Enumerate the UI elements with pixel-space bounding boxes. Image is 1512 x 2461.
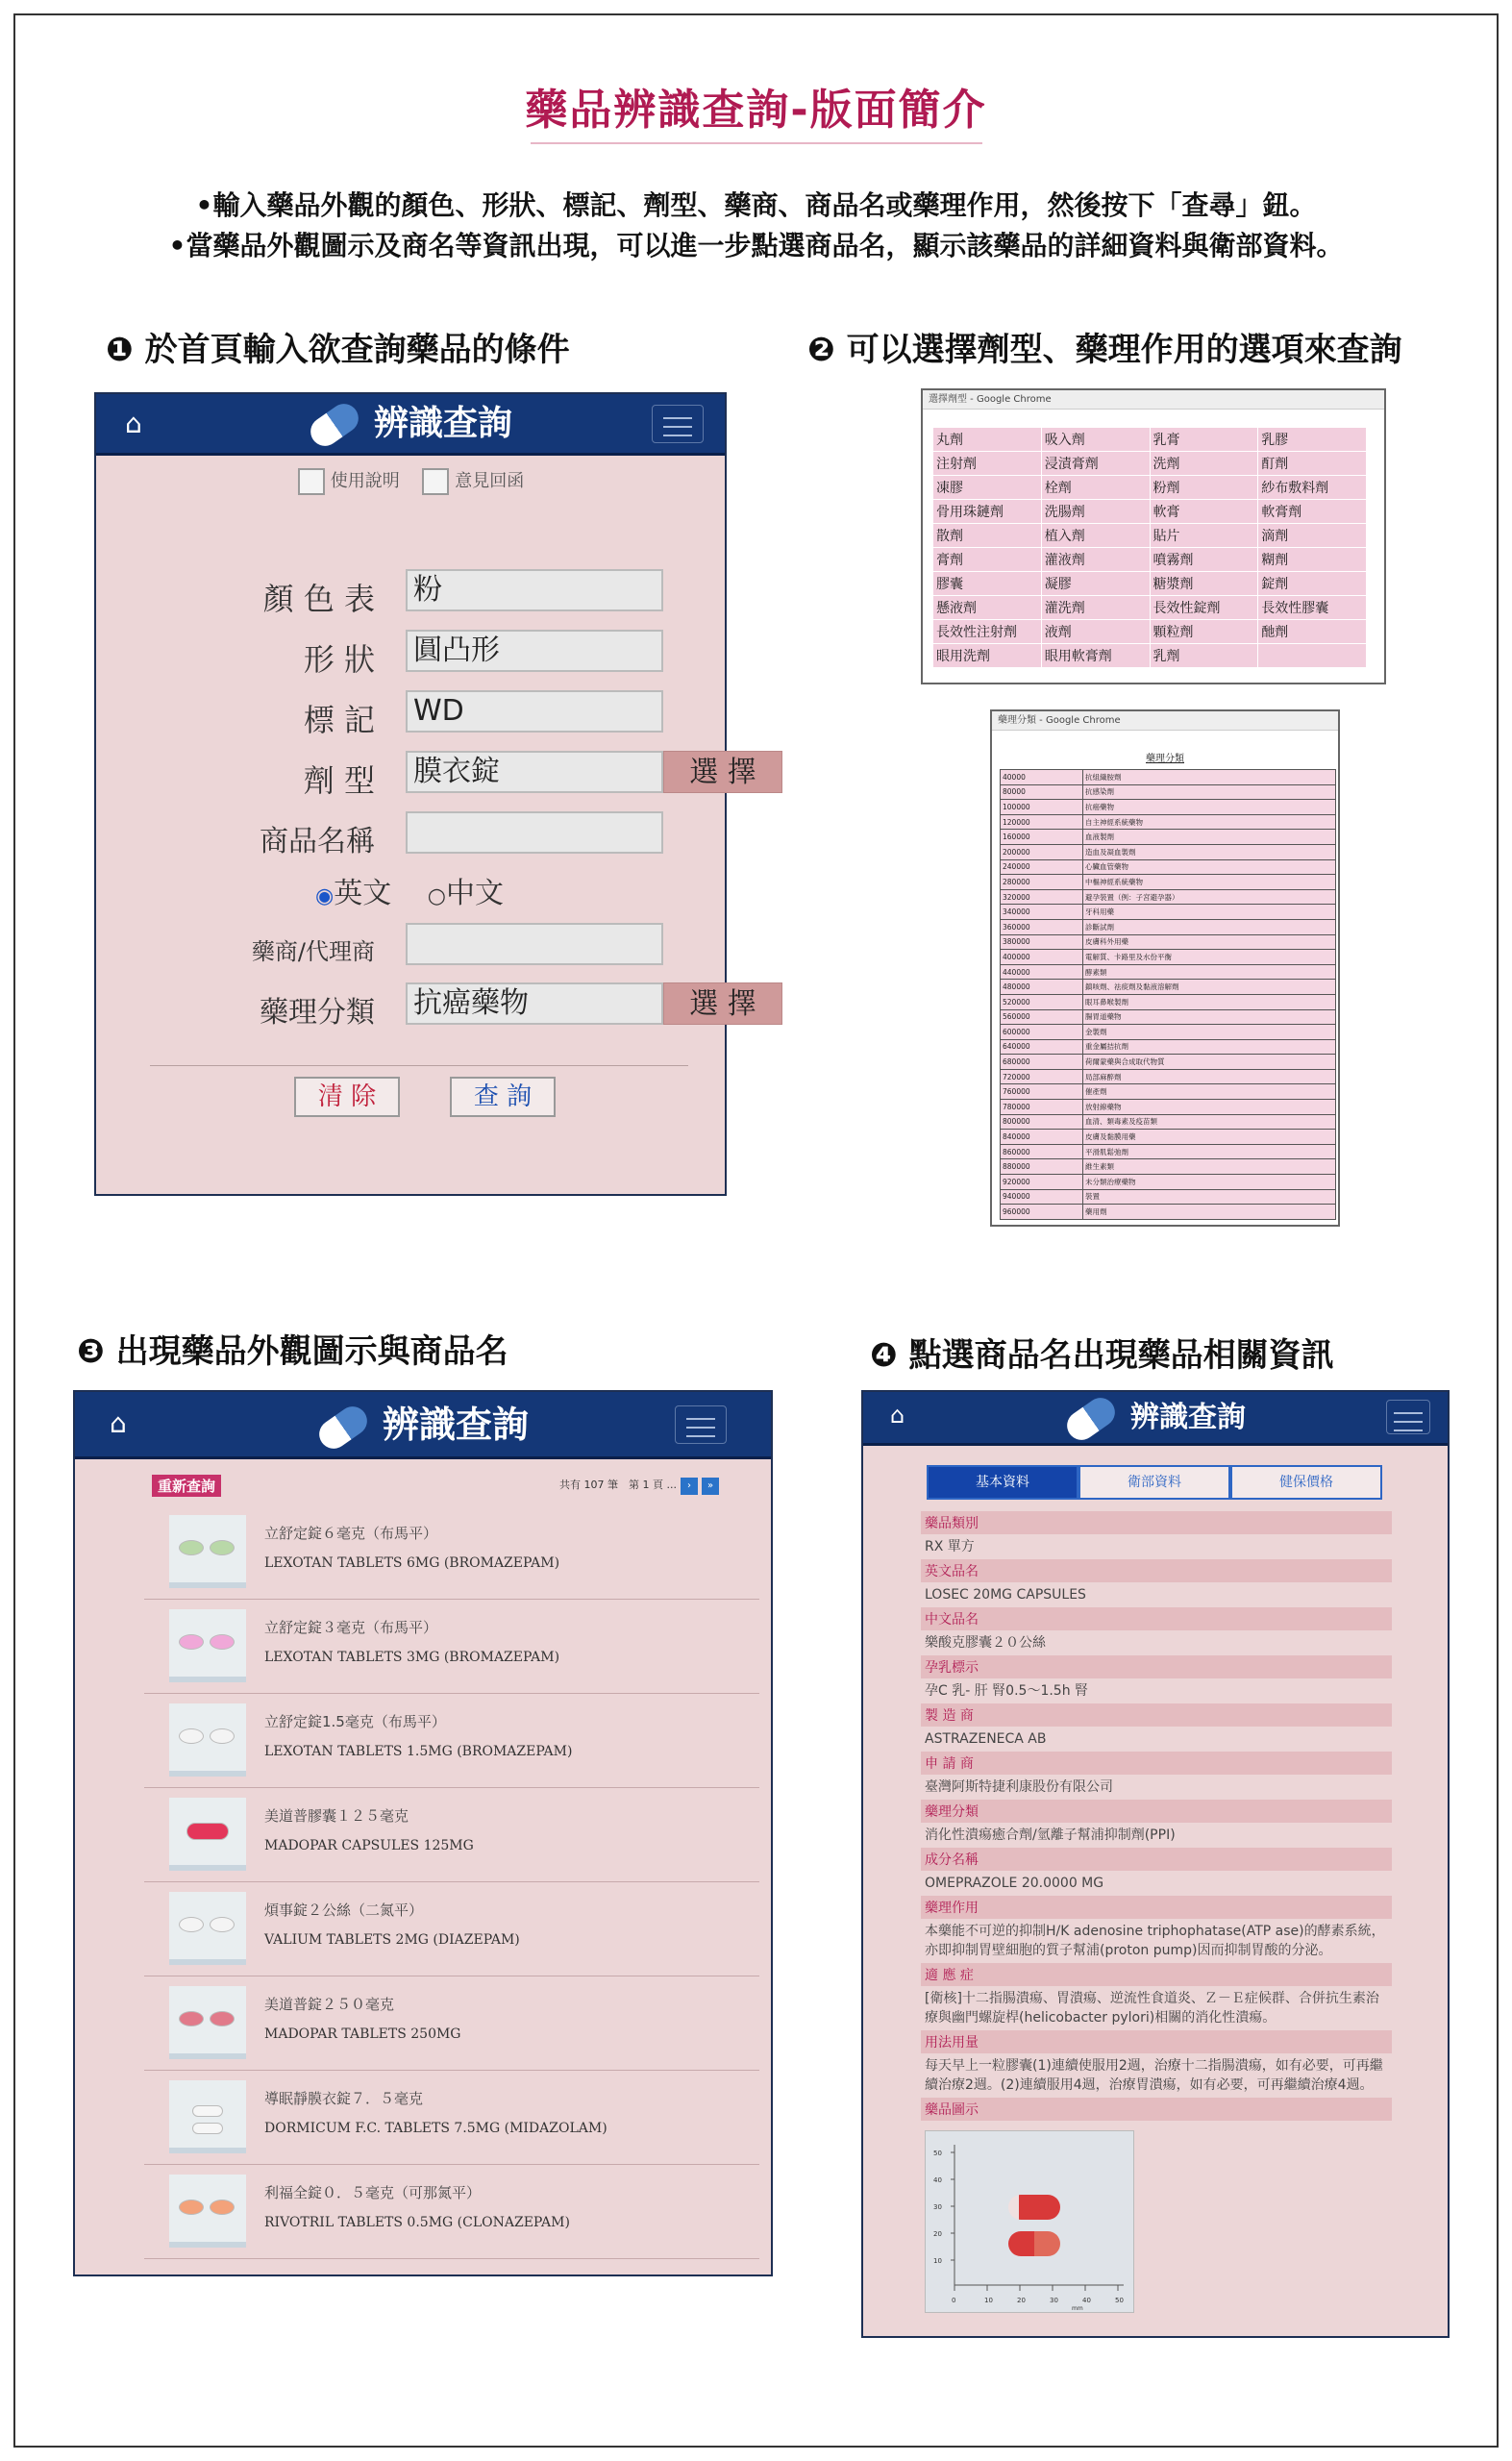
dosage-row (933, 620, 1367, 644)
dosage-row (933, 548, 1367, 572)
pharm-code: 380000 (1001, 934, 1083, 950)
brand-text: 辨識查詢 (373, 404, 512, 443)
dosage-window-titlebar (923, 390, 1384, 410)
pharm-code: 120000 (1001, 814, 1083, 830)
result-row[interactable] (144, 2071, 759, 2165)
pharm-name: 血清、類毒素及疫苗類 (1083, 1114, 1336, 1130)
pharm-name: 診斷試劑 (1083, 919, 1336, 934)
dosage-option[interactable]: 丸劑 (933, 428, 1042, 452)
pharm-code: 280000 (1001, 875, 1083, 890)
dosage-option[interactable]: 膠囊 (933, 572, 1042, 596)
pharm-row[interactable] (1001, 1025, 1336, 1040)
pharm-row[interactable] (1001, 934, 1336, 950)
pharm-row[interactable] (1001, 1009, 1336, 1025)
divider (150, 1065, 688, 1066)
detail-field-value: 臺灣阿斯特捷利康股份有限公司 (925, 1779, 1113, 1795)
pill-icon (1061, 1392, 1120, 1446)
step-number: ❹ (870, 1336, 898, 1375)
pharm-row[interactable] (1001, 994, 1336, 1009)
dosage-select-button[interactable]: 選 擇 (663, 751, 782, 793)
dosage-option[interactable]: 骨用珠鏈劑 (933, 500, 1042, 524)
pharm-row[interactable] (1001, 905, 1336, 920)
detail-field-value: LOSEC 20MG CAPSULES (925, 1587, 1086, 1603)
dosage-option[interactable]: 乳劑 (1150, 644, 1258, 668)
dosage-option[interactable]: 長效性注射劑 (933, 620, 1042, 644)
product-name-en[interactable]: RIVOTRIL TABLETS 0.5MG (CLONAZEPAM) (264, 2215, 570, 2230)
pharm-code: 920000 (1001, 1175, 1083, 1190)
detail-field-label: 申 請 商 (921, 1752, 1392, 1775)
pharm-label: 藥理分類 (260, 996, 375, 1030)
pharm-row[interactable] (1001, 889, 1336, 905)
pharm-code: 720000 (1001, 1069, 1083, 1084)
pharm-row[interactable] (1001, 1144, 1336, 1159)
dosage-row (933, 572, 1367, 596)
detail-field-value: 本藥能不可逆的抑制H/K adenosine triphophatase(ATP ase)的酵素系統，亦即抑制胃壁細胞的質子幫浦(proton pump)因而抑制胃酸的分泌。 (925, 1924, 1385, 1958)
dosage-label: 劑 型 (303, 762, 375, 799)
pharm-code: 240000 (1001, 859, 1083, 875)
dosage-option[interactable]: 懸液劑 (933, 596, 1042, 620)
brand-title (75, 1402, 771, 1448)
pharm-name: 未分類治療藥物 (1083, 1175, 1336, 1190)
pharm-row[interactable] (1001, 814, 1336, 830)
pharm-heading: 藥理分類 (1146, 754, 1184, 764)
pharm-name: 放射線藥物 (1083, 1100, 1336, 1115)
pharm-name: 抗癌藥物 (1083, 800, 1336, 815)
pharm-name: 造血及凝血製劑 (1083, 844, 1336, 859)
detail-tabs (927, 1465, 1384, 1500)
pharm-code: 480000 (1001, 980, 1083, 995)
pharm-row[interactable] (1001, 1039, 1336, 1055)
detail-field-label: 製 造 商 (921, 1703, 1392, 1727)
pharm-row[interactable] (1001, 1114, 1336, 1130)
pharm-code: 960000 (1001, 1205, 1083, 1220)
pharm-row[interactable] (1001, 1100, 1336, 1115)
product-name-zh[interactable]: 煩事錠２公絲（二氮平） (264, 1902, 424, 1919)
window-title: 選擇劑型 - Google Chrome (929, 394, 1052, 405)
pharm-row[interactable] (1001, 1084, 1336, 1100)
pharm-code: 600000 (1001, 1025, 1083, 1040)
pharm-window-titlebar (992, 711, 1338, 731)
dosage-option[interactable]: 眼用洗劑 (933, 644, 1042, 668)
pharm-code: 200000 (1001, 844, 1083, 859)
vendor-label: 藥商/代理商 (251, 938, 375, 965)
pharm-code: 160000 (1001, 830, 1083, 845)
pharm-name: 電解質、卡路里及水份平衡 (1083, 950, 1336, 965)
x-tick-label: 10 (984, 2297, 993, 2304)
product-name-en[interactable]: LEXOTAN TABLETS 3MG (BROMAZEPAM) (264, 1650, 560, 1665)
step-text: 點選商品名出現藥品相關資訊 (908, 1336, 1334, 1375)
results-panel (73, 1390, 773, 2276)
y-tick-label: 20 (933, 2230, 942, 2238)
pharm-row[interactable] (1001, 1055, 1336, 1070)
pill-photo (169, 2080, 246, 2153)
pharm-name: 維生素類 (1083, 1159, 1336, 1175)
pharm-name: 自主神經系統藥物 (1083, 814, 1336, 830)
detail-field-value: [衛核]十二指腸潰瘍、胃潰瘍、逆流性食道炎、Ｚ－Ｅ症候群、合併抗生素治療與幽門螺旋桿(helicobacter pylori)相關的消化性潰瘍。 (925, 1991, 1379, 2026)
pharm-row[interactable] (1001, 844, 1336, 859)
x-tick-label: 0 (952, 2297, 956, 2304)
pharm-row[interactable] (1001, 830, 1336, 845)
page-title: 藥品辨識查詢-版面簡介 (0, 75, 1512, 144)
detail-field-value: RX 單方 (925, 1539, 975, 1554)
result-row[interactable] (144, 1694, 759, 1788)
dosage-option[interactable]: 吸入劑 (1041, 428, 1150, 452)
dosage-row (933, 524, 1367, 548)
result-row[interactable] (144, 1882, 759, 1976)
pharm-code: 940000 (1001, 1189, 1083, 1205)
hamburger-icon[interactable] (675, 1405, 727, 1444)
dosage-row (933, 500, 1367, 524)
dosage-option[interactable]: 糊劑 (1258, 548, 1367, 572)
pharm-code: 840000 (1001, 1130, 1083, 1145)
result-row[interactable] (144, 2165, 759, 2259)
dosage-option[interactable]: 膏劑 (933, 548, 1042, 572)
pharm-code: 880000 (1001, 1159, 1083, 1175)
brand-name-label: 商品名稱 (260, 825, 375, 858)
step-4-heading (870, 1329, 1334, 1376)
pharm-name: 中樞神經系統藥物 (1083, 875, 1336, 890)
pagination (559, 1477, 719, 1495)
color-label: 顏 色 表 (262, 581, 375, 617)
dosage-window (921, 388, 1386, 684)
product-name-zh[interactable]: 導眠靜膜衣錠７．５毫克 (264, 2090, 424, 2107)
pharm-row[interactable] (1001, 1205, 1336, 1220)
pharm-input[interactable]: 抗癌藥物 (406, 982, 663, 1025)
pharm-name: 皮膚科外用藥 (1083, 934, 1336, 950)
detail-field-label: 藥理分類 (921, 1800, 1392, 1823)
tab-basic[interactable]: 基本資料 (927, 1465, 1078, 1500)
help-links (298, 467, 524, 495)
dosage-option[interactable]: 軟膏 (1150, 500, 1258, 524)
detail-field-value: OMEPRAZOLE 20.0000 MG (925, 1876, 1104, 1891)
detail-field-label: 藥理作用 (921, 1896, 1392, 1919)
pill-photo (169, 1798, 246, 1871)
dosage-option[interactable]: 紗布敷料劑 (1258, 476, 1367, 500)
dosage-option[interactable]: 栓劑 (1041, 476, 1150, 500)
pill-photo (169, 1703, 246, 1777)
step-text: 可以選擇劑型、藥理作用的選項來查詢 (846, 331, 1402, 369)
detail-list (921, 1511, 1392, 2121)
detail-field-label: 藥品圖示 (921, 2098, 1392, 2121)
detail-field-value: 消化性潰瘍癒合劑/氫離子幫浦抑制劑(PPI) (925, 1827, 1176, 1843)
pharm-name: 重金屬拮抗劑 (1083, 1039, 1336, 1055)
pharm-code: 520000 (1001, 994, 1083, 1009)
mark-input[interactable]: WD (406, 690, 663, 733)
brand-text: 辨識查詢 (1130, 1401, 1246, 1434)
home-icon[interactable]: ⌂ (110, 1407, 127, 1439)
dosage-option[interactable]: 浸漬膏劑 (1041, 452, 1150, 476)
last-page-button[interactable]: » (702, 1478, 719, 1495)
pharm-row[interactable] (1001, 1130, 1336, 1145)
chinese-radio[interactable]: ○中文 (427, 877, 504, 910)
dosage-option[interactable]: 錠劑 (1258, 572, 1367, 596)
pharm-code: 100000 (1001, 800, 1083, 815)
dosage-option[interactable]: 散劑 (933, 524, 1042, 548)
dosage-option[interactable]: 粉劑 (1150, 476, 1258, 500)
detail-field-value: ASTRAZENECA AB (925, 1731, 1047, 1747)
product-name-zh[interactable]: 利福全錠０．５毫克（可那氮平） (264, 2184, 482, 2201)
pill-icon (305, 398, 363, 452)
dosage-input[interactable]: 膜衣錠 (406, 751, 663, 793)
result-row[interactable] (144, 1788, 759, 1882)
brand-name-input[interactable] (406, 811, 663, 854)
navbar (863, 1392, 1448, 1446)
product-name-en[interactable]: DORMICUM F.C. TABLETS 7.5MG (MIDAZOLAM) (264, 2121, 607, 2136)
step-1-heading (106, 323, 570, 370)
dosage-option[interactable]: 酏劑 (1258, 620, 1367, 644)
detail-field-label: 藥品類別 (921, 1511, 1392, 1534)
hamburger-icon[interactable] (652, 405, 704, 443)
language-radio-group (315, 869, 504, 911)
dosage-option[interactable]: 液劑 (1041, 620, 1150, 644)
pharm-row[interactable] (1001, 964, 1336, 980)
english-radio[interactable]: ◉英文 (315, 877, 392, 910)
pharm-row[interactable] (1001, 859, 1336, 875)
home-icon[interactable]: ⌂ (125, 408, 142, 439)
step-number: ❶ (106, 331, 134, 369)
pharm-name: 抗組織胺劑 (1083, 770, 1336, 785)
dosage-row (933, 644, 1367, 668)
y-tick-label: 40 (933, 2176, 942, 2184)
paging-text: 共有 107 筆 第 1 頁 ... (559, 1479, 677, 1491)
dosage-option[interactable]: 洗腸劑 (1041, 500, 1150, 524)
product-name-en[interactable]: LEXOTAN TABLETS 6MG (BROMAZEPAM) (264, 1555, 560, 1571)
pill-photo (169, 2175, 246, 2248)
dosage-option[interactable]: 長效性錠劑 (1150, 596, 1258, 620)
product-name-en[interactable]: MADOPAR CAPSULES 125MG (264, 1838, 474, 1853)
detail-field-label: 英文品名 (921, 1559, 1392, 1582)
pharm-select-button[interactable]: 選 擇 (663, 982, 782, 1025)
pharm-window (990, 709, 1340, 1227)
x-tick-label: 50 (1115, 2297, 1124, 2304)
pharm-row[interactable] (1001, 919, 1336, 934)
pharm-code: 440000 (1001, 964, 1083, 980)
step-text: 出現藥品外觀圖示與商品名 (115, 1332, 508, 1371)
product-name-en[interactable]: LEXOTAN TABLETS 1.5MG (BROMAZEPAM) (264, 1744, 573, 1759)
pill-photo (169, 1892, 246, 1965)
dosage-option[interactable]: 貼片 (1150, 524, 1258, 548)
dosage-option[interactable]: 乳膏 (1150, 428, 1258, 452)
dosage-table (932, 427, 1367, 668)
result-row[interactable] (144, 1976, 759, 2071)
pharm-code: 400000 (1001, 950, 1083, 965)
dosage-option[interactable]: 植入劑 (1041, 524, 1150, 548)
x-unit-label: mm (1072, 2305, 1083, 2312)
detail-field-value: 孕C 乳- 肝 腎0.5～1.5h 腎 (925, 1683, 1089, 1699)
dosage-option[interactable]: 凝膠 (1041, 572, 1150, 596)
pharm-row[interactable] (1001, 980, 1336, 995)
dosage-option[interactable]: 乳膠 (1258, 428, 1367, 452)
product-name-en[interactable]: MADOPAR TABLETS 250MG (264, 2026, 461, 2042)
pill-photo (169, 1986, 246, 2059)
pharm-code: 340000 (1001, 905, 1083, 920)
pharm-name: 局部麻醉劑 (1083, 1069, 1336, 1084)
pharm-name: 牙科用藥 (1083, 905, 1336, 920)
feedback-link[interactable]: 意見回函 (455, 471, 525, 491)
intro-line-1: •輸入藥品外觀的顏色、形狀、標記、劑型、藥商、商品名或藥理作用，然後按下「查尋」鈕。 (195, 189, 1317, 221)
dosage-row (933, 596, 1367, 620)
pharm-name: 眼耳鼻喉製劑 (1083, 994, 1336, 1009)
pharm-code: 320000 (1001, 889, 1083, 905)
pharm-table (1000, 769, 1336, 1220)
query-button[interactable]: 查 詢 (450, 1077, 556, 1117)
detail-panel (861, 1390, 1450, 2338)
manual-icon (298, 468, 325, 495)
pharm-row[interactable] (1001, 1159, 1336, 1175)
product-name-zh[interactable]: 立舒定錠1.5毫克（布馬平） (264, 1713, 446, 1730)
vendor-input[interactable] (406, 923, 663, 965)
dosage-option[interactable]: 噴霧劑 (1150, 548, 1258, 572)
pharm-code: 800000 (1001, 1114, 1083, 1130)
pharm-name: 心臟血管藥物 (1083, 859, 1336, 875)
chinese-radio-label: 中文 (445, 877, 504, 910)
pharm-name: 裝置 (1083, 1189, 1336, 1205)
detail-field-label: 成分名稱 (921, 1848, 1392, 1871)
pharm-name: 平滑肌鬆弛劑 (1083, 1144, 1336, 1159)
pharm-code: 680000 (1001, 1055, 1083, 1070)
brand-text: 辨識查詢 (382, 1404, 529, 1446)
dosage-option[interactable]: 酊劑 (1258, 452, 1367, 476)
dosage-row (933, 452, 1367, 476)
pharm-row[interactable] (1001, 770, 1336, 785)
brand-title (96, 402, 725, 446)
dosage-option[interactable]: 眼用軟膏劑 (1041, 644, 1150, 668)
detail-field-value: 每天早上一粒膠囊(1)連續使服用2週，治療十二指腸潰瘍，如有必要，可再繼續治療2週。(2)連續服用4週，治療胃潰瘍，如有必要，可再繼續治療4週。 (925, 2058, 1383, 2093)
pharm-code: 360000 (1001, 919, 1083, 934)
product-name-zh[interactable]: 立舒定錠３毫克（布馬平） (264, 1619, 438, 1636)
pharm-code: 560000 (1001, 1009, 1083, 1025)
pharm-code: 860000 (1001, 1144, 1083, 1159)
home-icon[interactable]: ⌂ (890, 1402, 905, 1429)
pharm-row[interactable] (1001, 1189, 1336, 1205)
pharm-name: 催產劑 (1083, 1084, 1336, 1100)
manual-link[interactable]: 使用說明 (330, 471, 400, 491)
detail-field-label: 孕乳標示 (921, 1655, 1392, 1678)
pharm-code: 640000 (1001, 1039, 1083, 1055)
pharm-name: 抗感染劑 (1083, 784, 1336, 800)
tab-insurance-price[interactable]: 健保價格 (1230, 1465, 1382, 1500)
pharm-code: 40000 (1001, 770, 1083, 785)
pharm-code: 80000 (1001, 784, 1083, 800)
pharm-code: 760000 (1001, 1084, 1083, 1100)
results-header (152, 1475, 729, 1494)
pharm-row[interactable] (1001, 800, 1336, 815)
dosage-option[interactable]: 滴劑 (1258, 524, 1367, 548)
ruler-plot (926, 2131, 1135, 2314)
pharm-name: 金製劑 (1083, 1025, 1336, 1040)
dosage-option[interactable]: 顆粒劑 (1150, 620, 1258, 644)
pill-icon (313, 1401, 372, 1454)
capsule-icon (1008, 2195, 1060, 2220)
pharm-name: 荷爾蒙藥與合成取代物質 (1083, 1055, 1336, 1070)
dosage-option[interactable]: 灌液劑 (1041, 548, 1150, 572)
color-input[interactable]: 粉 (406, 569, 663, 611)
dosage-option[interactable]: 軟膏劑 (1258, 500, 1367, 524)
pharm-name: 酵素類 (1083, 964, 1336, 980)
search-panel (94, 392, 756, 1196)
pharm-name: 鎮咳劑、祛痰劑及黏液溶解劑 (1083, 980, 1336, 995)
pharm-name: 血液製劑 (1083, 830, 1336, 845)
dosage-option (1258, 644, 1367, 668)
dosage-option[interactable]: 注射劑 (933, 452, 1042, 476)
dosage-option[interactable]: 灌洗劑 (1041, 596, 1150, 620)
hamburger-icon[interactable] (1386, 1400, 1430, 1434)
dosage-option[interactable]: 長效性膠囊 (1258, 596, 1367, 620)
result-row[interactable] (144, 1505, 759, 1600)
pharm-row[interactable] (1001, 1069, 1336, 1084)
product-name-en[interactable]: VALIUM TABLETS 2MG (DIAZEPAM) (264, 1932, 520, 1948)
clear-button[interactable]: 清 除 (294, 1077, 400, 1117)
dosage-option[interactable]: 凍膠 (933, 476, 1042, 500)
shape-input[interactable]: 圓凸形 (406, 630, 663, 672)
x-tick-label: 30 (1050, 2297, 1058, 2304)
next-page-button[interactable]: › (681, 1478, 698, 1495)
dosage-option[interactable]: 糖漿劑 (1150, 572, 1258, 596)
tab-health-dept[interactable]: 衛部資料 (1078, 1465, 1230, 1500)
detail-field-value: 樂酸克膠囊２０公絲 (925, 1635, 1046, 1651)
dosage-row (933, 476, 1367, 500)
step-text: 於首頁輸入欲查詢藥品的條件 (144, 331, 570, 369)
y-tick-label: 30 (933, 2203, 942, 2211)
result-row[interactable] (144, 1600, 759, 1694)
navbar (96, 394, 725, 456)
pharm-name: 皮膚及黏膜用藥 (1083, 1130, 1336, 1145)
pharm-code: 780000 (1001, 1100, 1083, 1115)
pharm-row[interactable] (1001, 784, 1336, 800)
product-name-zh[interactable]: 立舒定錠６毫克（布馬平） (264, 1525, 438, 1542)
detail-field-label: 中文品名 (921, 1607, 1392, 1630)
step-3-heading (77, 1325, 508, 1372)
pharm-name: 藥用劑 (1083, 1205, 1336, 1220)
drug-image (925, 2130, 1134, 2313)
pharm-row[interactable] (1001, 950, 1336, 965)
step-number: ❸ (77, 1332, 105, 1371)
english-radio-label: 英文 (334, 877, 392, 910)
product-name-zh[interactable]: 美道普錠２５０毫克 (264, 1996, 395, 2013)
dosage-row (933, 428, 1367, 452)
step-number: ❷ (807, 331, 835, 369)
step-2-heading (807, 323, 1402, 370)
redo-search-button[interactable]: 重新查詢 (152, 1475, 221, 1497)
capsule-icon (1008, 2231, 1060, 2256)
brand-title (863, 1398, 1448, 1438)
pharm-row[interactable] (1001, 875, 1336, 890)
intro-line-2: •當藥品外觀圖示及商名等資訊出現，可以進一步點選商品名，顯示該藥品的詳細資料與衛部資料。 (168, 230, 1344, 261)
pharm-name: 避孕裝置（例：子宮避孕器） (1083, 889, 1336, 905)
product-name-zh[interactable]: 美道普膠囊１２５毫克 (264, 1807, 409, 1825)
feedback-icon (422, 468, 449, 495)
pill-photo (169, 1609, 246, 1682)
shape-label: 形 狀 (303, 641, 375, 678)
dosage-option[interactable]: 洗劑 (1150, 452, 1258, 476)
window-title: 藥理分類 - Google Chrome (998, 715, 1121, 726)
x-tick-label: 20 (1017, 2297, 1026, 2304)
pharm-name: 腸胃道藥物 (1083, 1009, 1336, 1025)
y-tick-label: 50 (933, 2150, 942, 2157)
detail-field-label: 用法用量 (921, 2030, 1392, 2053)
detail-field-label: 適 應 症 (921, 1963, 1392, 1986)
pill-photo (169, 1515, 246, 1588)
navbar (75, 1392, 771, 1459)
pharm-row[interactable] (1001, 1175, 1336, 1190)
mark-label: 標 記 (303, 702, 375, 738)
x-tick-label: 40 (1082, 2297, 1091, 2304)
y-tick-label: 10 (933, 2257, 942, 2265)
